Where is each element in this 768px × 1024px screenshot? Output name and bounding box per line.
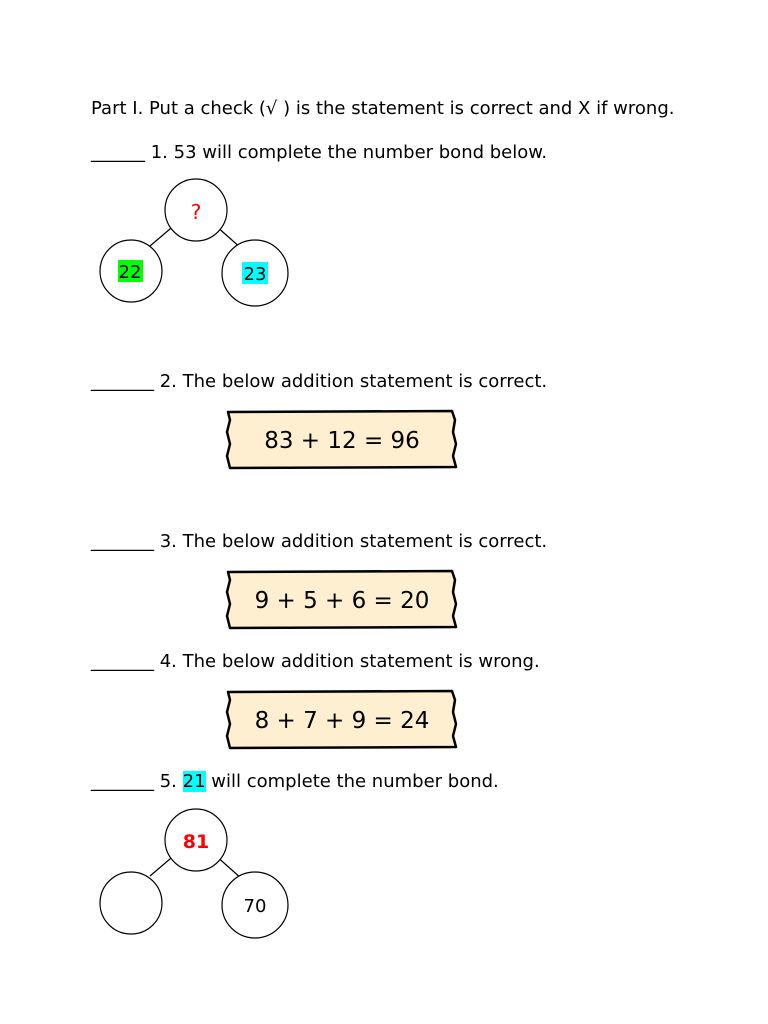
question-text-4: The below addition statement is wrong. (182, 651, 540, 672)
answer-blank-3[interactable]: _______ (91, 531, 154, 552)
answer-blank-4[interactable]: _______ (91, 651, 154, 672)
bond-left-value: 22 (118, 262, 142, 283)
question-5-highlight: 21 (182, 771, 206, 792)
question-number-2: 2. (159, 371, 177, 392)
answer-blank-5[interactable]: _______ (91, 771, 154, 792)
answer-blank-2[interactable]: _______ (91, 371, 154, 392)
worksheet-title: Part I. Put a check (√ ) is the statement is correct and X if wrong. (91, 98, 675, 119)
question-text-1: 53 will complete the number bond below. (173, 142, 548, 163)
question-text-5: will complete the number bond. (211, 771, 499, 792)
question-text-2: The below addition statement is correct. (182, 371, 548, 392)
equation-box-1 (224, 408, 460, 472)
equation-box-3 (224, 688, 460, 752)
equation-text-2: 9 + 5 + 6 = 20 (254, 588, 430, 614)
question-text-3: The below addition statement is correct. (182, 531, 548, 552)
question-2 (91, 371, 547, 393)
equation-text-3: 8 + 7 + 9 = 24 (254, 708, 430, 734)
bond-right-value: 23 (243, 264, 267, 285)
bond-left-circle[interactable] (100, 872, 162, 934)
number-bond-2 (95, 806, 295, 946)
equation-box-2 (224, 568, 460, 632)
bond-top-value: ? (190, 200, 202, 224)
question-4 (91, 651, 540, 673)
question-5 (91, 771, 499, 793)
bond-right-value: 70 (243, 896, 267, 917)
question-number-4: 4. (159, 651, 177, 672)
answer-blank-1[interactable]: ______ (91, 142, 145, 163)
question-number-3: 3. (159, 531, 177, 552)
question-number-5: 5. (159, 771, 177, 792)
question-1 (91, 142, 547, 164)
number-bond-1 (95, 176, 295, 316)
equation-text-1: 83 + 12 = 96 (264, 428, 420, 454)
bond-top-value: 81 (182, 831, 210, 853)
question-number-1: 1. (150, 142, 168, 163)
question-3 (91, 531, 547, 553)
